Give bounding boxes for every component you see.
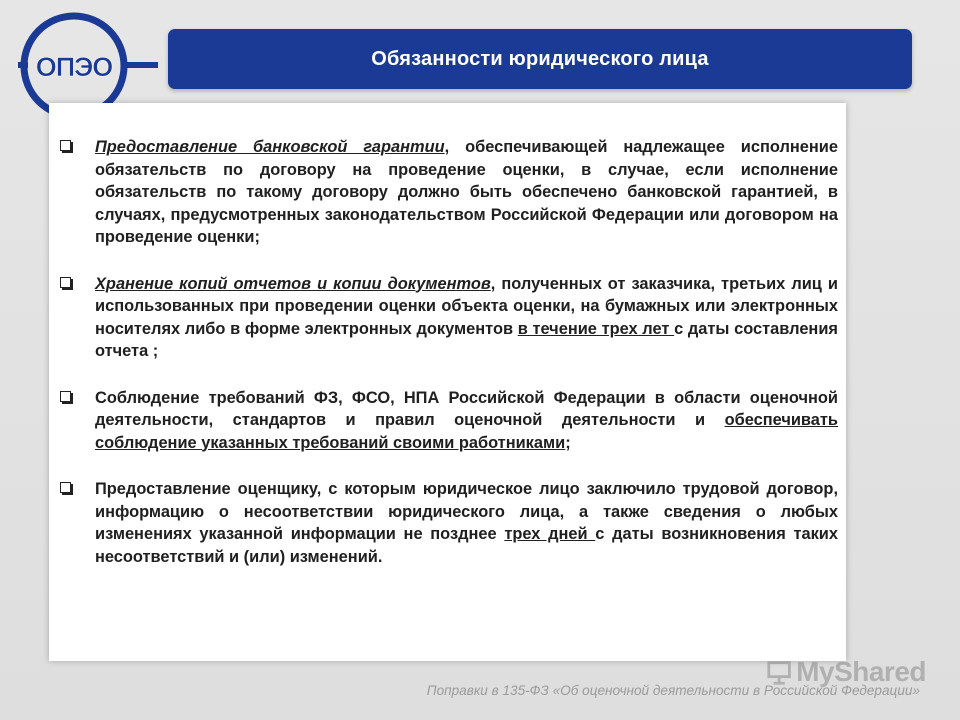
item-emphasis: обеспечивать соблюдение указанных требований своими работниками xyxy=(95,411,838,452)
item-emphasis: трех дней xyxy=(504,525,596,543)
item-emphasis: в течение трех лет xyxy=(517,319,675,338)
list-item xyxy=(60,387,840,455)
list-item-text xyxy=(95,136,838,249)
item-emphasis: Предоставление банковской гарантии xyxy=(95,138,445,156)
list-item xyxy=(60,478,840,568)
footer-caption: Поправки в 135-ФЗ «Об оценочной деятельности в Российской Федерации» xyxy=(426,683,920,698)
checkbox-bullet-icon xyxy=(60,387,95,455)
title-bar xyxy=(168,29,912,89)
list-item-text xyxy=(95,387,838,455)
content-panel xyxy=(49,103,846,661)
item-emphasis: Хранение копий отчетов и копии документов xyxy=(95,274,491,293)
item-text-part: ; xyxy=(565,433,571,452)
page-title: Обязанности юридического лица xyxy=(371,47,709,70)
list-item-text xyxy=(95,478,838,568)
item-text-part: с даты составления отчета ; xyxy=(95,319,838,360)
duties-list xyxy=(60,136,840,592)
watermark-text: MyShared xyxy=(796,656,926,687)
list-item xyxy=(60,136,840,249)
item-text-part: , обеспечивающей надлежащее исполнение обязательств по договору на проведение оценки, в случае, если исполнение обязательств по такому договору должно быть обеспечено банковской гарантией, в случаях, предусмотренных законодательством Российской Федерации или договором на проведение оценки; xyxy=(95,138,838,246)
item-text-part: , полученных от заказчика, третьих лиц и использованных при проведении оценки объекта оценки, на бумажных или электронных носителях либо в форме электронных документов xyxy=(95,274,839,338)
presentation-icon xyxy=(766,658,792,686)
logo-text: ОПЭО xyxy=(35,52,113,82)
list-item-text xyxy=(95,273,838,363)
item-text-part: с даты возникновения таких несоответствий и (или) изменений. xyxy=(95,525,838,566)
checkbox-bullet-icon xyxy=(60,478,95,568)
item-text-part: Предоставление оценщику, с которым юридическое лицо заключило трудовой договор, информацию о несоответствии юридического лица, а также сведения о любых изменениях указанной информации не позднее xyxy=(95,480,838,543)
checkbox-bullet-icon xyxy=(60,136,95,249)
checkbox-bullet-icon xyxy=(60,273,95,363)
list-item xyxy=(60,273,840,363)
item-text-part: Соблюдение требований ФЗ, ФСО, НПА Российской Федерации в области оценочной деятельности, стандартов и правил оценочной деятельности и xyxy=(95,388,838,429)
